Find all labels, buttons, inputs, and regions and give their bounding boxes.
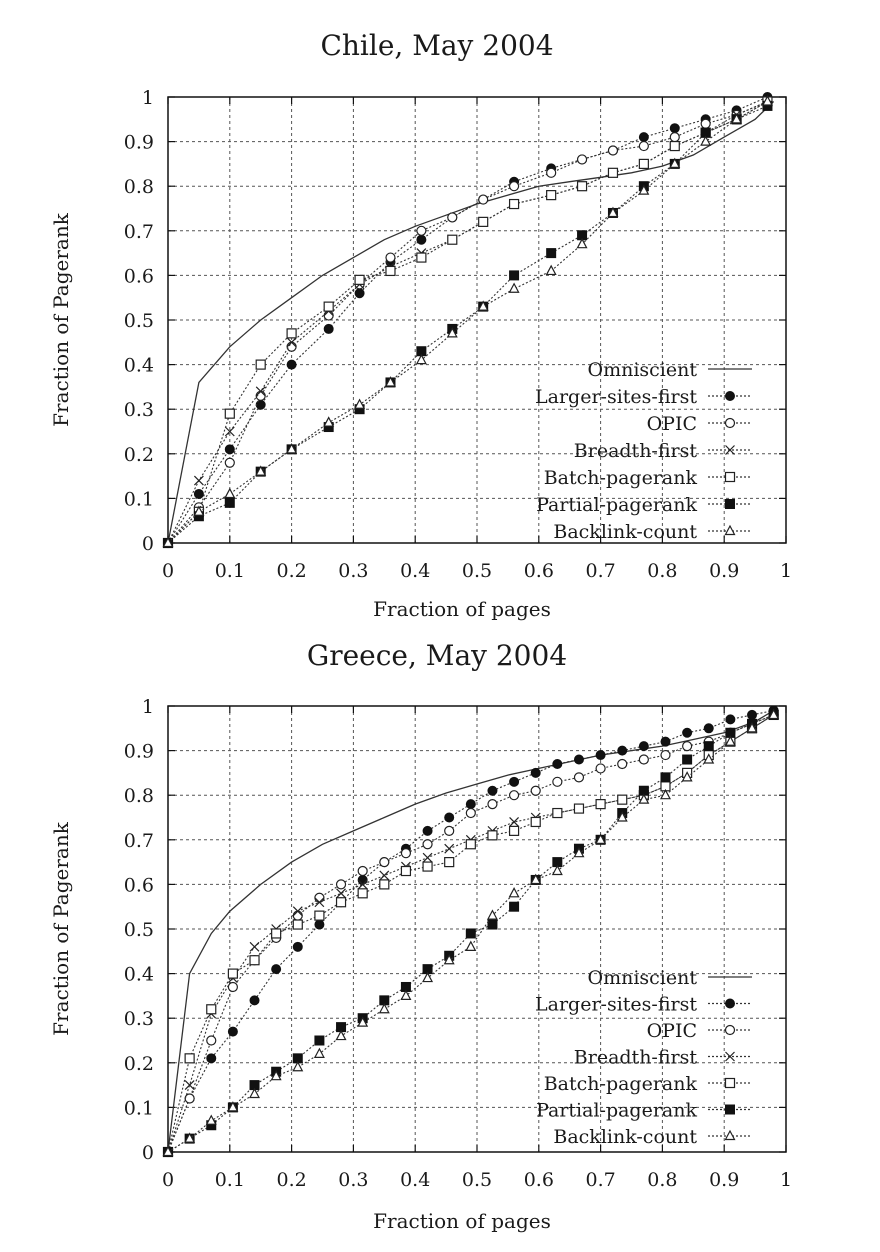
data-point — [531, 817, 540, 826]
legend-label: Breadth-first — [573, 440, 697, 462]
data-point — [250, 1089, 259, 1098]
data-point — [185, 1054, 194, 1063]
legend-marker — [726, 1131, 735, 1140]
legend-marker — [726, 1079, 735, 1088]
data-point — [510, 182, 519, 191]
data-point — [324, 324, 333, 333]
data-point — [479, 217, 488, 226]
x-tick-label: 0.3 — [338, 1169, 369, 1191]
legend-label: Batch-pagerank — [543, 1073, 697, 1095]
data-point — [726, 715, 735, 724]
legend-label: Backlink-count — [553, 1126, 697, 1148]
data-point — [355, 400, 364, 409]
data-point — [510, 888, 519, 897]
data-point — [639, 133, 648, 142]
data-point — [661, 737, 670, 746]
y-tick-label: 0.5 — [123, 310, 154, 332]
data-point — [574, 804, 583, 813]
legend-label: OPIC — [646, 1020, 697, 1042]
y-axis-label: Fraction of Pagerank — [49, 822, 73, 1036]
data-point — [466, 929, 475, 938]
data-point — [293, 942, 302, 951]
x-tick-label: 0 — [161, 560, 175, 582]
legend-marker — [726, 392, 735, 401]
data-point — [547, 266, 556, 275]
x-axis-label: Fraction of pages — [373, 597, 551, 621]
data-point — [683, 728, 692, 737]
data-point — [510, 271, 519, 280]
y-tick-label: 0.4 — [123, 963, 154, 986]
data-point — [510, 826, 519, 835]
data-point — [228, 1027, 237, 1036]
data-point — [287, 329, 296, 338]
y-tick-label: 1 — [141, 696, 154, 718]
data-point — [417, 355, 426, 364]
data-point — [315, 893, 324, 902]
data-point — [608, 146, 617, 155]
legend-label: Batch-pagerank — [543, 467, 697, 489]
y-tick-label: 0.2 — [123, 443, 154, 466]
data-point — [510, 777, 519, 786]
data-point — [488, 920, 497, 929]
x-tick-label: 0.4 — [400, 1169, 431, 1191]
data-point — [417, 253, 426, 262]
x-tick-label: 0.6 — [523, 1169, 554, 1191]
data-point — [337, 1031, 346, 1040]
x-tick-label: 0.1 — [214, 1169, 245, 1191]
data-point — [315, 920, 324, 929]
y-tick-label: 0.8 — [123, 176, 154, 199]
data-point — [448, 235, 457, 244]
data-point — [510, 902, 519, 911]
data-point — [639, 142, 648, 151]
y-tick-label: 0.3 — [123, 399, 154, 422]
x-tick-label: 0.9 — [709, 1169, 740, 1191]
data-point — [386, 266, 395, 275]
data-point — [417, 226, 426, 235]
data-point — [315, 911, 324, 920]
data-point — [386, 253, 395, 262]
x-tick-label: 0.2 — [276, 1169, 307, 1191]
data-point — [510, 200, 519, 209]
data-point — [639, 159, 648, 168]
data-point — [250, 996, 259, 1005]
data-point — [315, 1036, 324, 1045]
data-point — [704, 742, 713, 751]
legend — [535, 359, 752, 543]
data-point — [445, 813, 454, 822]
legend-label: Partial-pagerank — [536, 494, 697, 516]
legend-marker — [726, 419, 735, 428]
x-tick-label: 0.3 — [338, 560, 369, 582]
data-point — [670, 142, 679, 151]
legend-marker — [726, 1105, 735, 1114]
data-point — [358, 867, 367, 876]
data-point — [670, 133, 679, 142]
data-point — [423, 840, 432, 849]
data-point — [324, 418, 333, 427]
y-tick-label: 0.9 — [123, 131, 154, 154]
data-point — [355, 289, 364, 298]
data-point — [324, 302, 333, 311]
data-point — [185, 1094, 194, 1103]
data-point — [701, 119, 710, 128]
data-point — [287, 360, 296, 369]
data-point — [488, 800, 497, 809]
data-point — [578, 182, 587, 191]
data-point — [553, 809, 562, 818]
data-point — [466, 840, 475, 849]
legend-label: Partial-pagerank — [536, 1099, 697, 1122]
data-point — [337, 898, 346, 907]
x-tick-label: 0.5 — [461, 1169, 493, 1191]
legend-label: Larger-sites-first — [535, 386, 697, 408]
data-point — [510, 791, 519, 800]
data-point — [337, 880, 346, 889]
data-point — [466, 800, 475, 809]
data-point — [225, 445, 234, 454]
data-point — [618, 759, 627, 768]
data-point — [574, 755, 583, 764]
data-point — [423, 862, 432, 871]
data-point — [618, 795, 627, 804]
data-point — [256, 360, 265, 369]
y-tick-label: 0.9 — [123, 740, 154, 763]
data-point — [531, 786, 540, 795]
x-tick-label: 1 — [779, 1169, 793, 1191]
x-tick-label: 0.7 — [585, 1169, 616, 1191]
data-point — [423, 973, 432, 982]
x-tick-label: 0.5 — [461, 560, 493, 582]
data-point — [358, 889, 367, 898]
data-point — [272, 929, 281, 938]
data-point — [423, 826, 432, 835]
data-point — [417, 235, 426, 244]
y-tick-label: 1 — [141, 87, 154, 109]
data-point — [547, 249, 556, 258]
data-point — [380, 858, 389, 867]
data-point — [445, 858, 454, 867]
x-tick-label: 0.9 — [709, 560, 740, 582]
data-point — [355, 275, 364, 284]
y-tick-label: 0 — [141, 1142, 154, 1164]
data-point — [596, 764, 605, 773]
data-point — [423, 853, 432, 862]
data-point — [547, 168, 556, 177]
legend-marker — [726, 999, 735, 1008]
legend-marker — [726, 1026, 735, 1035]
y-tick-label: 0 — [141, 533, 154, 555]
y-tick-label: 0.1 — [123, 488, 154, 511]
data-point — [207, 1116, 216, 1125]
data-point — [574, 773, 583, 782]
legend-label: Omniscient — [587, 359, 697, 381]
legend-label: Larger-sites-first — [535, 993, 697, 1016]
data-point — [553, 759, 562, 768]
y-tick-label: 0.2 — [123, 1052, 154, 1075]
chart-1 — [49, 29, 792, 621]
y-tick-label: 0.6 — [123, 874, 154, 897]
data-point — [225, 489, 234, 498]
x-tick-label: 0.4 — [400, 560, 431, 582]
data-point — [185, 1081, 194, 1090]
data-point — [207, 1005, 216, 1014]
x-tick-label: 0.8 — [647, 1169, 678, 1191]
data-point — [358, 875, 367, 884]
data-point — [553, 866, 562, 875]
y-axis-label: Fraction of Pagerank — [49, 213, 73, 427]
data-point — [553, 777, 562, 786]
legend — [535, 967, 752, 1148]
y-tick-label: 0.7 — [123, 220, 154, 243]
data-point — [401, 867, 410, 876]
data-point — [531, 768, 540, 777]
chart-2 — [49, 639, 792, 1233]
data-point — [639, 742, 648, 751]
data-point — [194, 476, 203, 485]
y-tick-label: 0.8 — [123, 785, 154, 808]
data-point — [337, 889, 346, 898]
data-point — [466, 942, 475, 951]
data-point — [488, 786, 497, 795]
data-point — [748, 710, 757, 719]
data-point — [380, 1004, 389, 1013]
data-point — [618, 746, 627, 755]
data-point — [683, 742, 692, 751]
data-point — [661, 773, 670, 782]
x-tick-label: 1 — [779, 560, 793, 582]
data-point — [228, 969, 237, 978]
data-point — [272, 965, 281, 974]
y-tick-label: 0.5 — [123, 919, 154, 941]
data-point — [510, 284, 519, 293]
data-point — [315, 1049, 324, 1058]
data-point — [596, 751, 605, 760]
x-tick-label: 0.8 — [647, 560, 678, 582]
data-point — [488, 831, 497, 840]
data-point — [225, 458, 234, 467]
data-point — [250, 956, 259, 965]
x-tick-label: 0.6 — [523, 560, 554, 582]
data-point — [448, 213, 457, 222]
data-point — [293, 1062, 302, 1071]
data-point — [324, 311, 333, 320]
data-point — [510, 817, 519, 826]
y-tick-label: 0.4 — [123, 354, 154, 377]
data-point — [293, 920, 302, 929]
legend-marker — [726, 500, 735, 509]
data-point — [578, 155, 587, 164]
data-point — [225, 498, 234, 507]
data-point — [701, 137, 710, 146]
y-tick-label: 0.6 — [123, 265, 154, 288]
data-point — [194, 489, 203, 498]
data-point — [608, 168, 617, 177]
legend-label: Breadth-first — [573, 1046, 697, 1069]
x-tick-label: 0.1 — [214, 560, 245, 582]
y-tick-label: 0.1 — [123, 1097, 154, 1120]
legend-label: Omniscient — [587, 967, 697, 989]
chart-title: Greece, May 2004 — [306, 639, 568, 672]
y-tick-label: 0.3 — [123, 1008, 154, 1031]
data-point — [401, 849, 410, 858]
data-point — [293, 911, 302, 920]
data-point — [401, 991, 410, 1000]
data-point — [445, 844, 454, 853]
x-tick-label: 0.7 — [585, 560, 616, 582]
x-tick-label: 0 — [161, 1169, 175, 1191]
data-point — [479, 195, 488, 204]
data-point — [683, 755, 692, 764]
data-point — [287, 342, 296, 351]
data-point — [380, 871, 389, 880]
legend-label: Backlink-count — [553, 521, 697, 543]
legend-marker — [726, 526, 735, 535]
data-point — [225, 409, 234, 418]
data-point — [661, 751, 670, 760]
x-axis-label: Fraction of pages — [373, 1209, 551, 1233]
data-point — [670, 124, 679, 133]
data-point — [466, 809, 475, 818]
data-point — [207, 1054, 216, 1063]
chart-title: Chile, May 2004 — [320, 29, 554, 62]
x-tick-label: 0.2 — [276, 560, 307, 582]
legend-label: OPIC — [646, 413, 697, 435]
legend-marker — [726, 473, 735, 482]
data-point — [704, 724, 713, 733]
data-point — [596, 800, 605, 809]
data-point — [639, 755, 648, 764]
y-tick-label: 0.7 — [123, 829, 154, 852]
data-point — [445, 826, 454, 835]
data-point — [207, 1036, 216, 1045]
data-point — [547, 191, 556, 200]
data-point — [250, 942, 259, 951]
data-point — [380, 880, 389, 889]
